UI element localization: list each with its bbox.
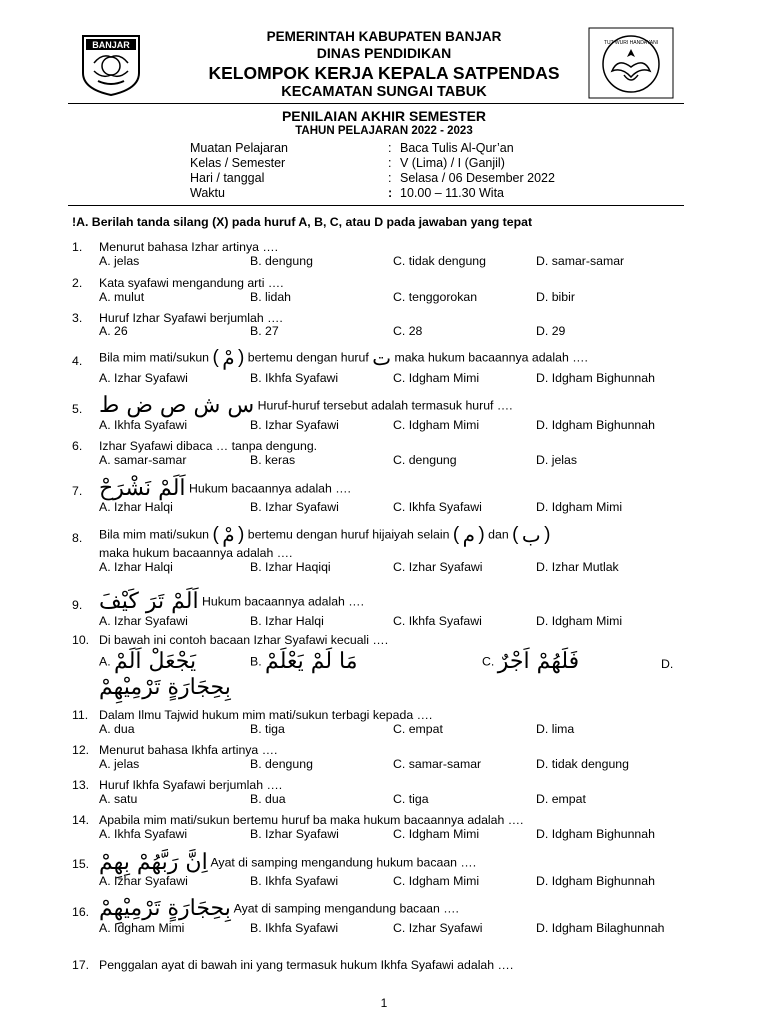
- info-label: Muatan Pelajaran: [190, 141, 288, 155]
- info-colon: :: [388, 141, 392, 155]
- question-text-part: Huruf-huruf tersebut adalah termasuk huruf ….: [257, 398, 513, 413]
- question-text-part: Bila mim mati/sukun: [99, 350, 210, 365]
- question-text: Di bawah ini contoh bacaan Izhar Syafawi kecuali ….: [99, 633, 389, 647]
- option-c[interactable]: C. tidak dengung: [393, 254, 486, 268]
- option-b[interactable]: B. Ikhfa Syafawi: [250, 921, 339, 935]
- question-text: Huruf Izhar Syafawi berjumlah ….: [99, 311, 283, 325]
- option-d[interactable]: D. Idgham Bighunnah: [536, 827, 655, 841]
- option-c[interactable]: C. Idgham Mimi: [393, 418, 480, 432]
- header-department: DINAS PENDIDIKAN: [316, 45, 452, 61]
- option-b[interactable]: B. tiga: [250, 722, 285, 736]
- header-district: KECAMATAN SUNGAI TABUK: [281, 84, 487, 100]
- option-d[interactable]: D. empat: [536, 792, 586, 806]
- close-paren: ): [238, 347, 245, 368]
- option-c[interactable]: C. tiga: [393, 792, 429, 806]
- info-divider: [68, 205, 684, 206]
- option-a[interactable]: A. Idgham Mimi: [99, 921, 185, 935]
- option-c[interactable]: C. Ikhfa Syafawi: [393, 500, 482, 514]
- option-a[interactable]: [99, 651, 196, 673]
- info-colon: :: [388, 186, 393, 200]
- question-text: Kata syafawi mengandung arti ….: [99, 276, 284, 290]
- option-b[interactable]: B. Izhar Haqiqi: [250, 560, 331, 574]
- option-b[interactable]: B. Izhar Syafawi: [250, 500, 339, 514]
- question-text: Menurut bahasa Izhar artinya ….: [99, 240, 279, 254]
- option-a[interactable]: A. dua: [99, 722, 135, 736]
- option-a[interactable]: A. mulut: [99, 290, 145, 304]
- header-divider: [68, 103, 684, 104]
- arabic-text: ب: [521, 523, 541, 547]
- header-government: PEMERINTAH KABUPATEN BANJAR: [266, 29, 502, 44]
- arabic-text: م: [462, 523, 475, 547]
- exam-title: PENILAIAN AKHIR SEMESTER: [281, 108, 487, 124]
- question-text: [99, 395, 513, 417]
- option-d[interactable]: D. samar-samar: [536, 254, 625, 268]
- option-c[interactable]: C. dengung: [393, 453, 457, 467]
- option-b[interactable]: B. dengung: [250, 254, 313, 268]
- question-number: 8.: [72, 531, 83, 545]
- option-d[interactable]: D. lima: [536, 722, 575, 736]
- info-colon: :: [388, 156, 392, 170]
- option-d[interactable]: D. bibir: [536, 290, 575, 304]
- question-text-continued: maka hukum bacaannya adalah ….: [99, 546, 293, 560]
- info-value: Baca Tulis Al-Qur’an: [400, 141, 514, 155]
- option-a[interactable]: A. 26: [99, 324, 128, 338]
- option-d[interactable]: D. Idgham Mimi: [536, 500, 623, 514]
- question-text: Menurut bahasa Ikhfa artinya ….: [99, 743, 278, 757]
- question-text-part: dan: [488, 527, 509, 542]
- option-letter: A.: [99, 654, 111, 669]
- question-text: Dalam Ilmu Tajwid hukum mim mati/sukun terbagi kepada ….: [99, 708, 433, 722]
- info-value: V (Lima) / I (Ganjil): [400, 156, 505, 170]
- question-text: [99, 347, 588, 369]
- question-text: Huruf Ikhfa Syafawi berjumlah ….: [99, 778, 283, 792]
- question-text: [99, 852, 476, 874]
- close-paren: ): [238, 524, 245, 545]
- question-text: [99, 898, 459, 920]
- question-number: 7.: [72, 484, 83, 498]
- option-d[interactable]: D.: [661, 657, 674, 671]
- question-text-part: maka hukum bacaannya adalah ….: [394, 350, 588, 365]
- option-d[interactable]: D. Idgham Mimi: [536, 614, 623, 628]
- option-c[interactable]: C. Ikhfa Syafawi: [393, 614, 482, 628]
- question-text-part: bertemu dengan huruf: [247, 350, 369, 365]
- arabic-text: يَجْعَلْ اَلَمْ: [114, 649, 197, 674]
- option-a[interactable]: A. Izhar Syafawi: [99, 614, 188, 628]
- question-number: 13.: [72, 778, 90, 792]
- arabic-text: اِنَّ رَبَّهُمْ بِهِمْ: [99, 850, 208, 875]
- option-b[interactable]: B. Ikhfa Syafawi: [250, 371, 339, 385]
- option-d[interactable]: D. 29: [536, 324, 566, 338]
- arabic-text: بِحِجَارَةٍ تَرْمِيْهِمْ: [99, 896, 231, 921]
- question-text-part: Hukum bacaannya adalah ….: [188, 481, 351, 496]
- question-text: [99, 478, 351, 500]
- info-label: Kelas / Semester: [190, 156, 286, 170]
- arabic-text: مْ: [222, 346, 235, 370]
- arabic-text: مَا لَمْ يَعْلَمْ: [265, 649, 358, 674]
- question-number: 6.: [72, 439, 83, 453]
- arabic-text: بِحِجَارَةٍ تَرْمِيْهِمْ: [99, 675, 231, 700]
- open-paren: (: [452, 524, 460, 545]
- header-working-group: KELOMPOK KERJA KEPALA SATPENDAS: [208, 63, 560, 83]
- option-c[interactable]: C. samar-samar: [393, 757, 482, 771]
- info-value: 10.00 – 11.30 Wita: [400, 186, 505, 200]
- option-a[interactable]: A. jelas: [99, 254, 140, 268]
- option-d[interactable]: D. Idgham Bilaghunnah: [536, 921, 665, 935]
- question-number: 15.: [72, 857, 90, 871]
- info-value: Selasa / 06 Desember 2022: [400, 171, 555, 185]
- question-text: Penggalan ayat di bawah ini yang termasuk hukum Ikhfa Syafawi adalah ….: [99, 958, 514, 972]
- question-text-part: Ayat di samping mengandung hukum bacaan ….: [210, 855, 477, 870]
- option-c[interactable]: C. empat: [393, 722, 443, 736]
- section-a-instruction: !A. Berilah tanda silang (X) pada huruf A, B, C, atau D pada jawaban yang tepat: [72, 215, 533, 229]
- question-number: 1.: [72, 240, 83, 254]
- question-text: [99, 591, 364, 613]
- option-c[interactable]: C. 28: [393, 324, 423, 338]
- option-c[interactable]: C. Idgham Mimi: [393, 371, 480, 385]
- option-b[interactable]: B. Izhar Halqi: [250, 614, 324, 628]
- option-letter: B.: [250, 654, 262, 669]
- page-number: 1: [380, 996, 388, 1010]
- question-number: 4.: [72, 354, 83, 368]
- info-colon: :: [388, 171, 392, 185]
- option-a[interactable]: A. Izhar Syafawi: [99, 371, 188, 385]
- option-letter: C.: [482, 654, 495, 669]
- question-number: 3.: [72, 311, 83, 325]
- question-text: Apabila mim mati/sukun bertemu huruf ba maka hukum bacaannya adalah ….: [99, 813, 524, 827]
- option-a[interactable]: A. satu: [99, 792, 138, 806]
- option-c[interactable]: C. Idgham Mimi: [393, 874, 480, 888]
- question-number: 12.: [72, 743, 90, 757]
- option-c[interactable]: C. tenggorokan: [393, 290, 478, 304]
- question-text-part: Ayat di samping mengandung bacaan ….: [233, 901, 459, 916]
- option-b[interactable]: B. keras: [250, 453, 296, 467]
- option-a[interactable]: A. Izhar Syafawi: [99, 874, 188, 888]
- info-label: Waktu: [190, 186, 225, 200]
- close-paren: ): [544, 524, 551, 545]
- option-c[interactable]: C. Izhar Syafawi: [393, 921, 483, 935]
- option-b[interactable]: B. Izhar Syafawi: [250, 418, 339, 432]
- option-a[interactable]: A. Ikhfa Syafawi: [99, 827, 188, 841]
- question-text-part: Bila mim mati/sukun: [99, 527, 210, 542]
- question-number: 10.: [72, 633, 90, 647]
- option-b[interactable]: B. 27: [250, 324, 279, 338]
- option-b[interactable]: B. Izhar Syafawi: [250, 827, 339, 841]
- close-paren: ): [478, 524, 485, 545]
- logo-right-text: TUT WURI HANDAYANI: [603, 40, 659, 46]
- question-text: Izhar Syafawi dibaca … tanpa dengung.: [99, 439, 318, 453]
- option-c[interactable]: [482, 651, 579, 673]
- option-d-arabic[interactable]: [99, 677, 231, 699]
- option-b[interactable]: B. dua: [250, 792, 286, 806]
- option-c[interactable]: C. Izhar Syafawi: [393, 560, 483, 574]
- option-d[interactable]: D. Idgham Bighunnah: [536, 371, 655, 385]
- question-text-part: Hukum bacaannya adalah ….: [202, 594, 365, 609]
- question-number: 5.: [72, 402, 83, 416]
- question-number: 11.: [72, 708, 89, 722]
- open-paren: (: [212, 524, 219, 545]
- option-d[interactable]: D. Izhar Mutlak: [536, 560, 619, 574]
- option-b[interactable]: B. lidah: [250, 290, 292, 304]
- option-a[interactable]: A. Ikhfa Syafawi: [99, 418, 188, 432]
- option-d[interactable]: D. tidak dengung: [536, 757, 629, 771]
- question-number: 17.: [72, 958, 90, 972]
- option-b[interactable]: B. dengung: [250, 757, 313, 771]
- exam-year: TAHUN PELAJARAN 2022 - 2023: [295, 125, 473, 137]
- arabic-text: اَلَمْ نَشْرَحْ: [99, 476, 186, 501]
- option-b[interactable]: [250, 651, 358, 673]
- open-paren: (: [512, 524, 519, 545]
- option-a[interactable]: A. jelas: [99, 757, 140, 771]
- arabic-text: مْ: [222, 523, 235, 547]
- arabic-text: ت: [372, 346, 392, 370]
- option-a[interactable]: A. Izhar Halqi: [99, 500, 173, 514]
- option-c[interactable]: C. Idgham Mimi: [393, 827, 480, 841]
- option-d[interactable]: D. jelas: [536, 453, 578, 467]
- option-b[interactable]: B. Ikhfa Syafawi: [250, 874, 339, 888]
- option-a[interactable]: A. samar-samar: [99, 453, 187, 467]
- logo-left-text: BANJAR: [92, 40, 130, 50]
- option-d[interactable]: D. Idgham Bighunnah: [536, 418, 655, 432]
- question-number: 2.: [72, 276, 83, 290]
- open-paren: (: [212, 347, 219, 368]
- question-number: 16.: [72, 905, 90, 919]
- arabic-text: فَلَهُمْ اَجْرٌ: [497, 649, 580, 674]
- question-number: 9.: [72, 598, 83, 612]
- option-a[interactable]: A. Izhar Halqi: [99, 560, 173, 574]
- arabic-text: اَلَمْ تَرَ كَيْفَ: [99, 589, 199, 614]
- question-text: [99, 524, 550, 546]
- question-text-part: bertemu dengan huruf hijaiyah selain: [247, 527, 450, 542]
- question-number: 14.: [72, 813, 90, 827]
- arabic-text: س ش ص ض ط: [99, 393, 255, 418]
- info-label: Hari / tanggal: [190, 171, 265, 185]
- option-d[interactable]: D. Idgham Bighunnah: [536, 874, 655, 888]
